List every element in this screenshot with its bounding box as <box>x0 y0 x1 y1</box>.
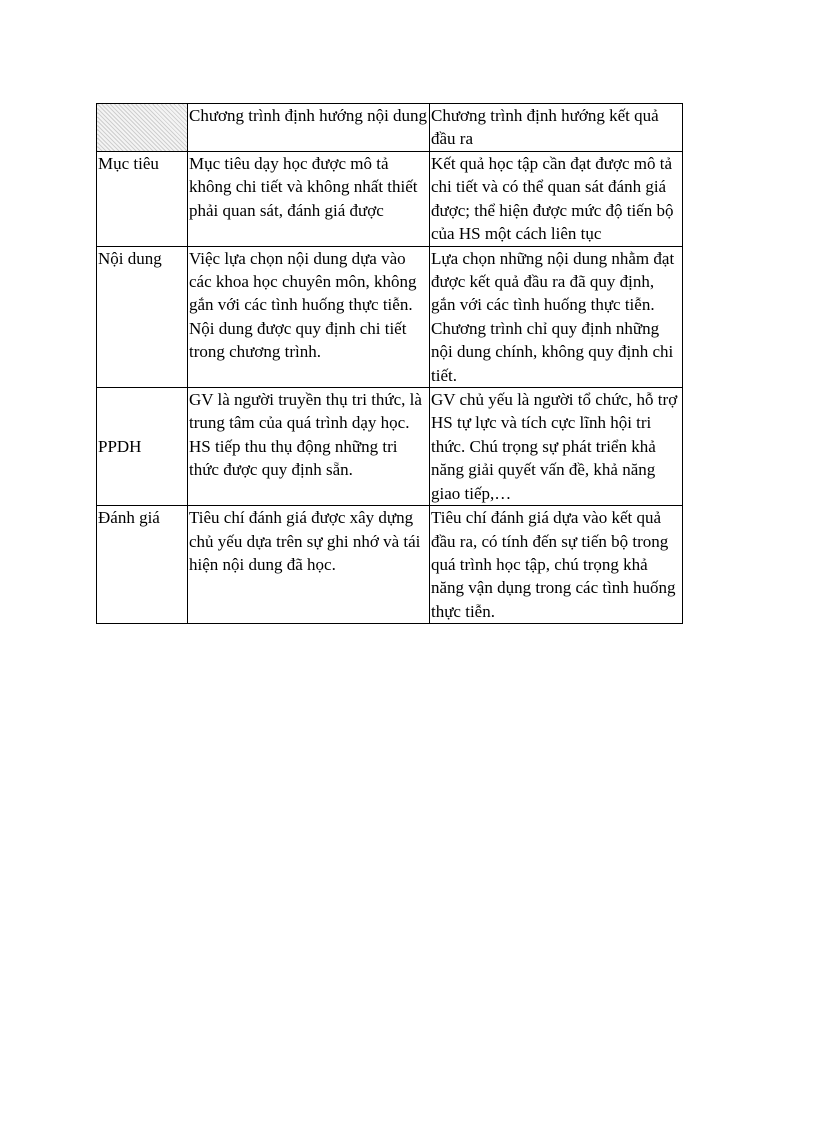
row-label: PPDH <box>97 388 188 506</box>
outcome-oriented-cell: Kết quả học tập cần đạt được mô tả chi tiết và có thể quan sát đánh giá được; thể hiện được mức độ tiến bộ của HS một cách liên tục <box>430 152 683 247</box>
comparison-table <box>96 103 683 624</box>
header-corner-cell <box>97 104 188 152</box>
outcome-oriented-cell: GV chủ yếu là người tổ chức, hỗ trợ HS tự lực và tích cực lĩnh hội tri thức. Chú trọng sự phát triển khả năng giải quyết vấn đề, khả năng giao tiếp,… <box>430 388 683 506</box>
table-row <box>97 388 683 506</box>
row-label: Mục tiêu <box>97 152 188 247</box>
header-outcome-oriented: Chương trình định hướng kết quả đầu ra <box>430 104 683 152</box>
outcome-oriented-cell: Tiêu chí đánh giá dựa vào kết quả đầu ra, có tính đến sự tiến bộ trong quá trình học tập, chú trọng khả năng vận dụng trong các tình huống thực tiễn. <box>430 506 683 624</box>
content-oriented-cell: Việc lựa chọn nội dung dựa vào các khoa học chuyên môn, không gắn với các tình huống thực tiễn. Nội dung được quy định chi tiết trong chương trình. <box>188 246 430 387</box>
row-label: Đánh giá <box>97 506 188 624</box>
header-content-oriented: Chương trình định hướng nội dung <box>188 104 430 152</box>
table-header-row <box>97 104 683 152</box>
content-oriented-cell: Tiêu chí đánh giá được xây dựng chủ yếu dựa trên sự ghi nhớ và tái hiện nội dung đã học. <box>188 506 430 624</box>
content-oriented-cell: GV là người truyền thụ tri thức, là trung tâm của quá trình dạy học. HS tiếp thu thụ động những tri thức được quy định sẵn. <box>188 388 430 506</box>
row-label: Nội dung <box>97 246 188 387</box>
table-row <box>97 506 683 624</box>
outcome-oriented-cell: Lựa chọn những nội dung nhằm đạt được kết quả đầu ra đã quy định, gắn với các tình huống thực tiễn. Chương trình chỉ quy định những nội dung chính, không quy định chi tiết. <box>430 246 683 387</box>
table-row <box>97 152 683 247</box>
table-row <box>97 246 683 387</box>
content-oriented-cell: Mục tiêu dạy học được mô tả không chi tiết và không nhất thiết phải quan sát, đánh giá được <box>188 152 430 247</box>
